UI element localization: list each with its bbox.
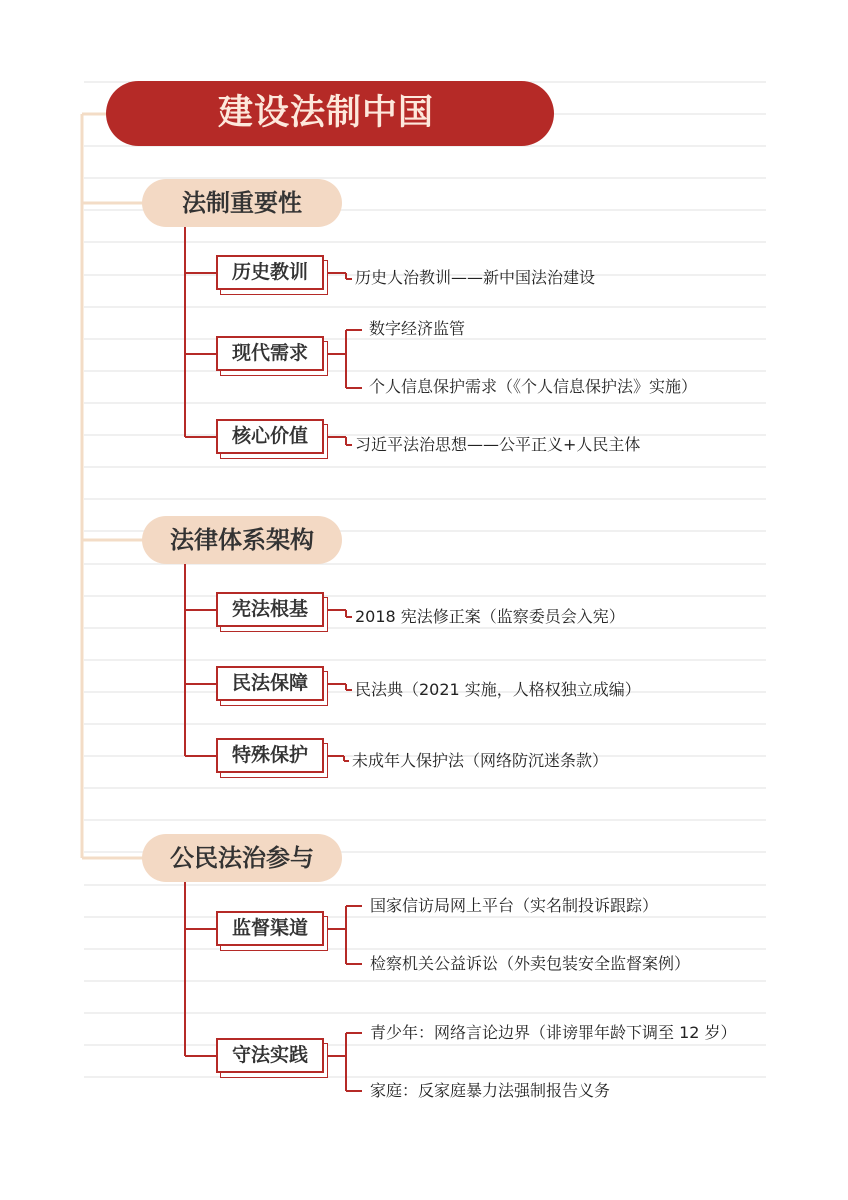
leaf: 2018 宪法修正案（监察委员会入宪）: [355, 607, 625, 626]
sub-label: 宪法根基: [216, 592, 324, 627]
leaf: 民法典（2021 实施，人格权独立成编）: [355, 680, 641, 699]
leaf: 检察机关公益诉讼（外卖包装安全监督案例）: [370, 954, 691, 973]
sub-history-lesson: [216, 255, 328, 295]
sub-constitution: [216, 592, 328, 632]
leaf: 青少年：网络言论边界（诽谤罪年龄下调至 12 岁）: [370, 1023, 737, 1042]
sub-label: 现代需求: [216, 336, 324, 371]
sub-law-practice: [216, 1038, 328, 1078]
sub-core-value: [216, 419, 328, 459]
leaf: 历史人治教训——新中国法治建设: [355, 268, 596, 287]
title: 建设法制中国: [218, 93, 435, 133]
sub-civil-law: [216, 666, 328, 706]
section-citizen-participation: 公民法治参与: [142, 834, 342, 882]
sub-label: 历史教训: [216, 255, 324, 290]
section-legal-system: 法律体系架构: [142, 516, 342, 564]
sub-label: 民法保障: [216, 666, 324, 701]
leaf: 习近平法治思想——公平正义+人民主体: [355, 435, 641, 454]
sub-supervision: [216, 911, 328, 951]
leaf: 国家信访局网上平台（实名制投诉跟踪）: [370, 896, 659, 915]
sub-label: 守法实践: [216, 1038, 324, 1073]
sub-modern-need: [216, 336, 328, 376]
leaf: 个人信息保护需求（《个人信息保护法》实施）: [369, 377, 698, 396]
sub-label: 特殊保护: [216, 738, 324, 773]
leaf: 未成年人保护法（网络防沉迷条款）: [352, 751, 609, 770]
sub-label: 核心价值: [216, 419, 324, 454]
title-pill: [106, 81, 554, 146]
leaf: 家庭：反家庭暴力法强制报告义务: [370, 1081, 611, 1100]
section-importance: 法制重要性: [142, 179, 342, 227]
sub-special-protection: [216, 738, 328, 778]
sub-label: 监督渠道: [216, 911, 324, 946]
leaf: 数字经济监管: [369, 319, 466, 338]
